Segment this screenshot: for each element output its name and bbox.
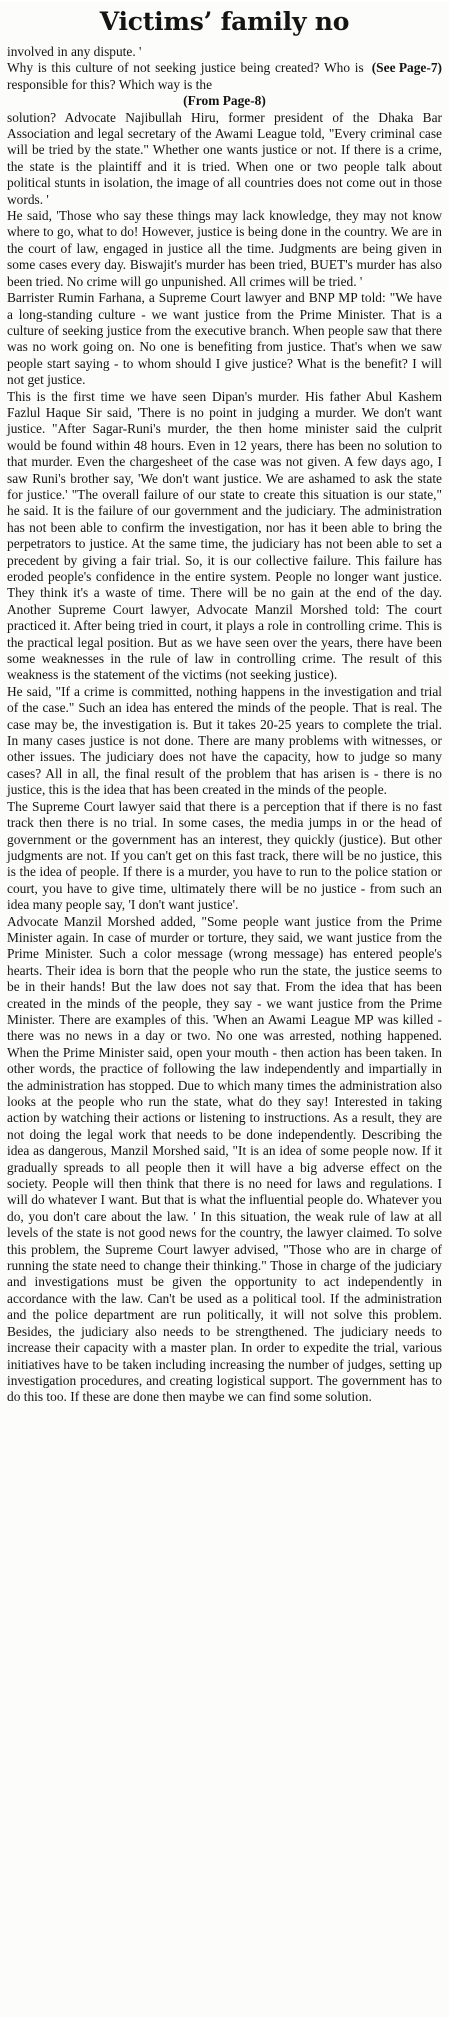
newspaper-page [0,2,449,2017]
continued-from-page-reference: (From Page-8) [183,93,266,109]
paragraph: solution? Advocate Najibullah Hiru, former president of the Dhaka Bar Association and legal secretary of the Awami League told, "Every criminal case will be tried by the state." Whether one wants justice or not. If there is a crime, the state is the plaintiff and it is tried. When one or two people talk about political stunts in isolation, the image of all countries does not come out in those words. ' [7,109,442,207]
paragraph: Why is this culture of not seeking justice being created? Who is responsible for this? Which way is the [7,60,364,92]
paragraph: He said, 'Those who say these things may lack knowledge, they may not know where to go, what to do! However, justice is being done in the country. We are in the court of law, engaged in justice all the time. Judgments are being given in some cases every day. Biswajit's murder has been tried, BUET's murder has also been tried. No crime will go unpunished. All crimes will be tried. ' [7,208,442,289]
paragraph: This is the first time we have seen Dipan's murder. His father Abul Kashem Fazlul Haque Sir said, 'There is no point in judging a murder. We don't want justice. "After Sagar-Runi's murder, the then home minister said the culprit would be found within 48 hours. Even in 12 years, there has been no solution to that murder. Even the chargesheet of the case was not given. A few days ago, I saw Runi's brother say, 'We don't want justice. We are ashamed to ask the state for justice.' "The overall failure of our state to create this situation is our state," he said. It is the failure of our government and the judiciary. The administration has not been able to confirm the investigation, nor has it been able to bring the perpetrators to justice. At the same time, the judiciary has not been able to set a precedent by giving a fair trial. So, it is our collective failure. This failure has eroded people's confidence in the entire system. People no longer want justice. They think it's a waste of time. There will be no gain at the end of the day. Another Supreme Court lawyer, Advocate Manzil Morshed told: The court practiced it. After being tried in court, it plays a role in controlling crime. This is the practical legal position. But as we have seen over the years, there have been some weaknesses in the rule of law in controlling crime. The result of this weakness is the statement of the victims (not seeking justice). [7,388,442,683]
headline: Victims’ family no [99,7,350,36]
paragraph: Advocate Manzil Morshed added, "Some people want justice from the Prime Minister again. In case of murder or torture, they said, we want justice from the Prime Minister. Such a color message (wrong message) has entered people's hearts. Their idea is born that the people who run the state, the justice seems to be in their hands! But the law does not say that. From the idea that has been created in the minds of the people, they say - we want justice from the Prime Minister. There are examples of this. 'When an Awami League MP was killed - there was no news in a day or two. No one was arrested, nothing happened. When the Prime Minister said, open your mouth - then action has been taken. In other words, the practice of following the law independently and impartially in the administration has stopped. Due to which many times the administration also looks at the people who run the state, what do they say! Interested in taking action by watching their actions or listening to instructions. As a result, they are not doing the legal work that needs to be done independently. Describing the idea as dangerous, Manzil Morshed said, "It is an idea of some people now. If it gradually spreads to all people then it will have a big adverse effect on the society. People will then think that there is no need for laws and regulations. I will do whatever I want. But that is what the influential people do. Whatever you do, you don't care about the law. ' In this situation, the weak rule of law at all levels of the state is not good news for the country, the lawyer claimed. To solve this problem, the Supreme Court lawyer advised, "Those who are in charge of running the state need to change their thinking." Those in charge of the judiciary and investigations must be given the opportunity to act independently in accordance with the law. Can't be used as a political tool. If the administration and the police department are run politically, it will not solve this problem. Besides, the judiciary also needs to be strengthened. The judiciary needs to increase their capacity with a master plan. In order to expedite the trial, various initiatives have to be taken including increasing the number of judges, setting up investigation procedures, and creating logistical support. The government has to do this too. If these are done then maybe we can find some solution. [7,913,442,1405]
jump-paragraph [7,60,442,93]
paragraph: He said, "If a crime is committed, nothing happens in the investigation and trial of the case." Such an idea has entered the minds of the people. That is real. The case may be, the investigation is. But it takes 20-25 years to complete the trial. In many cases justice is not done. There are many problems with witnesses, or other issues. The judiciary does not have the capacity, how to judge so many cases? All in all, the final result of the problem that has arisen is - there is no justice, this is the idea that has been created in the minds of the people. [7,683,442,798]
paragraph: Barrister Rumin Farhana, a Supreme Court lawyer and BNP MP told: "We have a long-standing culture - we want justice from the Prime Minister. That is a culture of seeking justice from the executive branch. When people saw that there was no work going on. No one is benefiting from justice. That's when we saw people start saying - to whom should I give justice? What is the benefit? I will not get justice. [7,290,442,388]
paragraph: The Supreme Court lawyer said that there is a perception that if there is no fast track then there is no trial. In some cases, the media jumps in or the head of government or the government has an interest, they quickly (justice). But other judgments are not. If you can't get on this fast track, there will be no justice, this is the idea of people. If there is a murder, you have to run to the police station or court, you have to give time, ultimately there will be no justice - from such an idea many people say, 'I don't want justice'. [7,798,442,913]
article-body [7,44,442,1406]
paragraph: involved in any dispute. ' [7,44,142,59]
continued-on-page-reference: (See Page-7) [371,60,442,76]
